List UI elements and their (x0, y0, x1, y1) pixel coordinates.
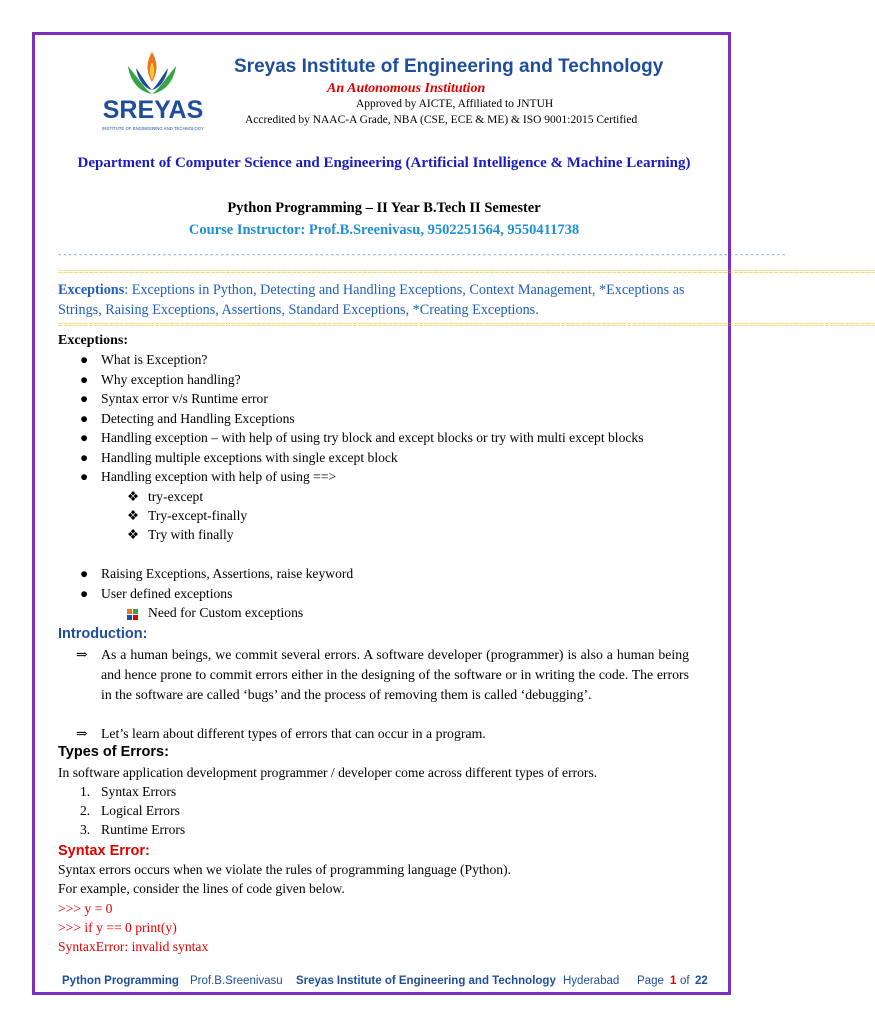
footer-course: Python Programming (62, 975, 179, 987)
footer-page-number: 1 (670, 975, 677, 987)
diamond-bullet-icon: ❖ (127, 508, 140, 523)
flame-emblem-icon (128, 52, 176, 94)
syntax-error-line: Syntax errors occurs when we violate the rules of programming language (Python). (58, 862, 512, 877)
topics-text: : Exceptions in Python, Detecting and Handling Exceptions, Context Management, *Exceptions as Strings, Raising Exceptions, Assertions, Standard Exceptions, *Creating Exceptions. (58, 282, 685, 318)
footer-instructor: Prof.B.Sreenivasu (190, 975, 283, 987)
code-line: SyntaxError: invalid syntax (58, 939, 209, 954)
institution-name: Sreyas Institute of Engineering and Technology (234, 56, 664, 77)
footer-of: of (680, 975, 690, 987)
introduction-heading: Introduction: (58, 626, 148, 642)
subject-title: Python Programming – II Year B.Tech II Semester (227, 200, 541, 216)
implies-arrow-icon: ⇒ (76, 726, 88, 741)
colored-square-bullet-icon (127, 608, 138, 619)
diamond-bullet-icon: ❖ (127, 489, 140, 504)
autonomous-tagline: An Autonomous Institution (327, 81, 486, 96)
department-title: Department of Computer Science and Engineering (Artificial Intelligence & Machine Learning) (77, 155, 691, 171)
types-intro: In software application development programmer / developer come across different types of errors. (58, 765, 598, 780)
syntax-error-heading: Syntax Error: (58, 843, 150, 859)
logo-subtext: INSTITUTE OF ENGINEERING AND TECHNOLOGY (102, 126, 204, 131)
syntax-error-line: For example, consider the lines of code given below. (58, 881, 345, 896)
divider-double-bottom: ================================================================================================================================================================= (58, 320, 875, 330)
implies-arrow-icon: ⇒ (76, 647, 88, 662)
accreditation-line: Accredited by NAAC-A Grade, NBA (CSE, ECE & ME) & ISO 9001:2015 Certified (245, 114, 638, 126)
approval-line: Approved by AICTE, Affiliated to JNTUH (356, 98, 554, 110)
types-heading: Types of Errors: (58, 744, 169, 760)
divider-double-top: ================================================================================================================================================================= (58, 267, 875, 277)
code-line: >>> y = 0 (58, 901, 113, 916)
exceptions-heading: Exceptions: (58, 333, 128, 348)
sreyas-logo (88, 48, 218, 138)
diamond-bullet-icon: ❖ (127, 527, 140, 542)
topics-label: Exceptions (58, 282, 125, 298)
footer-total-pages: 22 (695, 975, 708, 987)
footer-page-label: Page (637, 975, 664, 987)
footer-institution: Sreyas Institute of Engineering and Technology (296, 975, 556, 987)
divider-dashed: - - - - - - - - - - - - - - - - - - - - - - - - - - - - - - - - - - - - - - - - - - - - - - - - - - - - - - - - - - - - - - - - - - - - - - - - - - - - - - - - - - - - - - - - - - - - - - - - - - - - - - - - - - - - - - - - - - - - - - - - - - - - - - - - - - - - - - - - - - - (58, 249, 786, 259)
course-instructor: Course Instructor: Prof.B.Sreenivasu, 9502251564, 9550411738 (188, 222, 580, 238)
logo-text: SREYAS (102, 96, 204, 124)
topics-summary (58, 280, 716, 320)
code-line: >>> if y == 0 print(y) (58, 920, 177, 935)
footer-city: Hyderabad (563, 975, 620, 987)
